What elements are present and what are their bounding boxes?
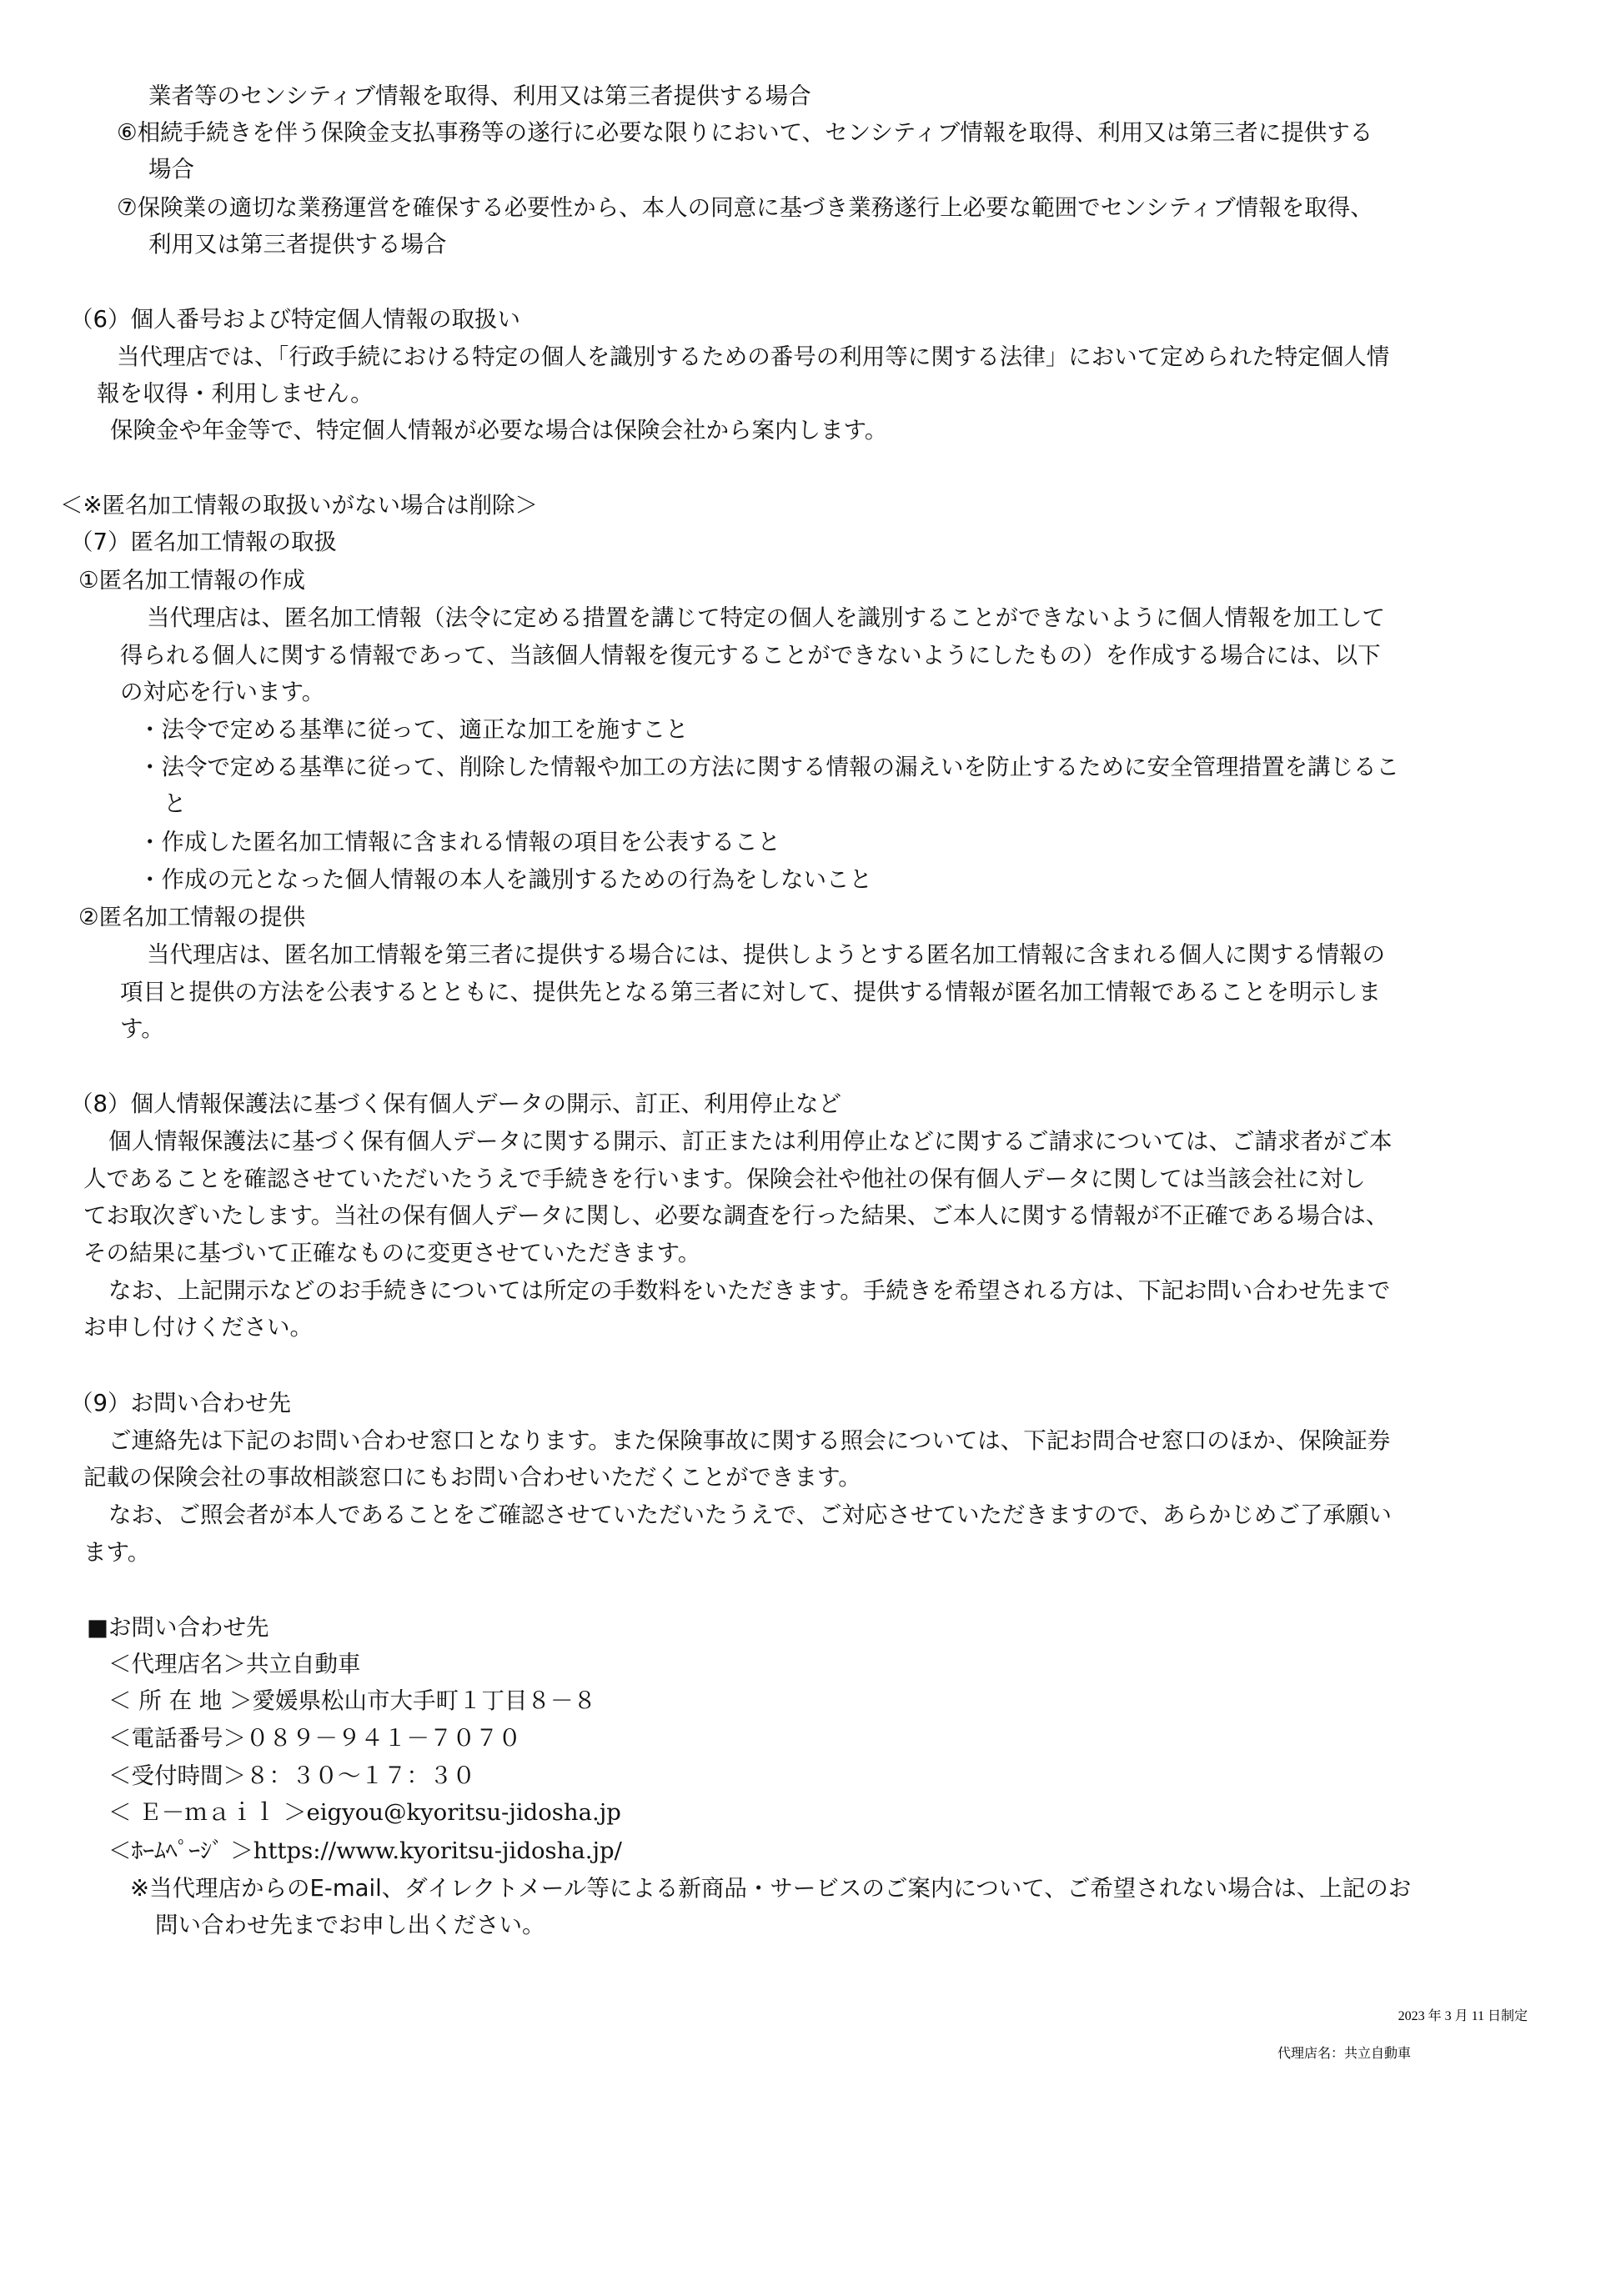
sec7-bullet2-line1: ・法令で定める基準に従って、削除した情報や加工の方法に関する情報の漏えいを防止するために安全管理措置を講じるこ <box>138 754 1399 780</box>
sec8-para2-line1: なお、上記開示などのお手続きについては所定の手数料をいただきます。手続きを希望される方は、下記お問い合わせ先まで <box>108 1277 1391 1304</box>
sec8-para1-line4: その結果に基づいて正確なものに変更させていただきます。 <box>83 1240 701 1266</box>
contact-note-line2: 問い合わせ先までお申し出ください。 <box>155 1912 545 1938</box>
sec9-para1-line2: 記載の保険会社の事故相談窓口にもお問い合わせいただくことができます。 <box>83 1464 861 1491</box>
sec7-sub1-heading: ①匿名加工情報の作成 <box>78 567 306 594</box>
footer-agency-name: 代理店名：共立自動車 <box>1277 2047 1411 2061</box>
sec6-para1-line2: 報を収得・利用しません。 <box>97 380 374 407</box>
sec9-para2-line2: ます。 <box>83 1539 151 1566</box>
enactment-date: 2023 年 3 月 11 日制定 <box>1398 2009 1528 2023</box>
sec7-sub1-line3: の対応を行います。 <box>120 679 325 705</box>
sec7-bullet3: ・作成した匿名加工情報に含まれる情報の項目を公表すること <box>138 829 780 855</box>
contact-heading: ■お問い合わせ先 <box>87 1614 269 1641</box>
sec6-para2-line1: 保険金や年金等で、特定個人情報が必要な場合は保険会社から案内します。 <box>110 417 888 444</box>
sec7-sub2-line1: 当代理店は、匿名加工情報を第三者に提供する場合には、提供しようとする匿名加工情報に含まれる個人に関する情報の <box>147 941 1385 968</box>
sec7-sub1-line1: 当代理店は、匿名加工情報（法令に定める措置を講じて特定の個人を識別することができないように個人情報を加工して <box>147 604 1385 631</box>
sec7-bullet2-line2: と <box>163 790 187 817</box>
sec7-note: ＜※匿名加工情報の取扱いがない場合は削除＞ <box>60 492 539 519</box>
sec7-heading: （7）匿名加工情報の取扱 <box>70 529 337 555</box>
sec7-sub2-line2: 項目と提供の方法を公表するとともに、提供先となる第三者に対して、提供する情報が匿名加工情報であることを明示しま <box>120 979 1381 1005</box>
item7-line1: ⑦保険業の適切な業務運営を確保する必要性から、本人の同意に基づき業務遂行上必要な範囲でセンシティブ情報を取得、 <box>117 194 1373 221</box>
sec6-heading: （6）個人番号および特定個人情報の取扱い <box>70 306 520 333</box>
sec8-heading: （8）個人情報保護法に基づく保有個人データの開示、訂正、利用停止など <box>70 1090 841 1117</box>
item6-line1: ⑥相続手続きを伴う保険金支払事務等の遂行に必要な限りにおいて、センシティブ情報を取得、利用又は第三者に提供する <box>117 119 1373 146</box>
sec8-para1-line2: 人であることを確認させていただいたうえで手続きを行います。保険会社や他社の保有個人データに関しては当該会社に対し <box>83 1166 1366 1192</box>
contact-note-line1: ※当代理店からのE-mail、ダイレクトメール等による新商品・サービスのご案内について、ご希望されない場合は、上記のお <box>130 1875 1412 1902</box>
sec8-para1-line3: てお取次ぎいたします。当社の保有個人データに関し、必要な調査を行った結果、ご本人に関する情報が不正確である場合は、 <box>83 1202 1389 1229</box>
sec9-para2-line1: なお、ご照会者が本人であることをご確認させていただいたうえで、ご対応させていただきますので、あらかじめご了承願い <box>108 1501 1392 1528</box>
item6-line2: 場合 <box>148 156 194 183</box>
contact-phone: ＜電話番号＞０８９－９４１－７０７０ <box>108 1725 521 1752</box>
sec7-sub2-heading: ②匿名加工情報の提供 <box>78 904 306 930</box>
sec6-para1-line1: 当代理店では、「行政手続における特定の個人を識別するための番号の利用等に関する法律」において定められた特定個人情 <box>117 343 1390 370</box>
item5-cont-line1: 業者等のセンシティブ情報を取得、利用又は第三者提供する場合 <box>148 83 811 109</box>
contact-hours: ＜受付時間＞８：３０～１７：３０ <box>108 1762 475 1789</box>
item7-line2: 利用又は第三者提供する場合 <box>148 231 447 258</box>
sec9-para1-line1: ご連絡先は下記のお問い合わせ窓口となります。また保険事故に関する照会については、下記お問合せ窓口のほか、保険証券 <box>108 1427 1391 1454</box>
contact-agency-name: ＜代理店名＞共立自動車 <box>108 1651 361 1677</box>
sec7-sub2-line3: す。 <box>120 1015 164 1042</box>
contact-email: ＜ Ｅ－ｍａｉｌ ＞eigyou@kyoritsu-jidosha.jp <box>108 1799 621 1826</box>
sec8-para2-line2: お申し付けください。 <box>83 1314 313 1341</box>
sec8-para1-line1: 個人情報保護法に基づく保有個人データに関する開示、訂正または利用停止などに関するご請求については、ご請求者がご本 <box>108 1128 1393 1155</box>
contact-homepage: ＜ﾎｰﾑﾍﾟｰｼﾞ ＞https://www.kyoritsu-jidosha.jp/ <box>108 1837 622 1864</box>
sec7-sub1-line2: 得られる個人に関する情報であって、当該個人情報を復元することができないようにしたもの）を作成する場合には、以下 <box>120 642 1381 669</box>
sec7-bullet1: ・法令で定める基準に従って、適正な加工を施すこと <box>138 716 689 743</box>
sec7-bullet4: ・作成の元となった個人情報の本人を識別するための行為をしないこと <box>138 866 872 893</box>
contact-address: ＜ 所 在 地 ＞愛媛県松山市大手町１丁目８－８ <box>108 1687 596 1714</box>
sec9-heading: （9）お問い合わせ先 <box>70 1390 291 1416</box>
